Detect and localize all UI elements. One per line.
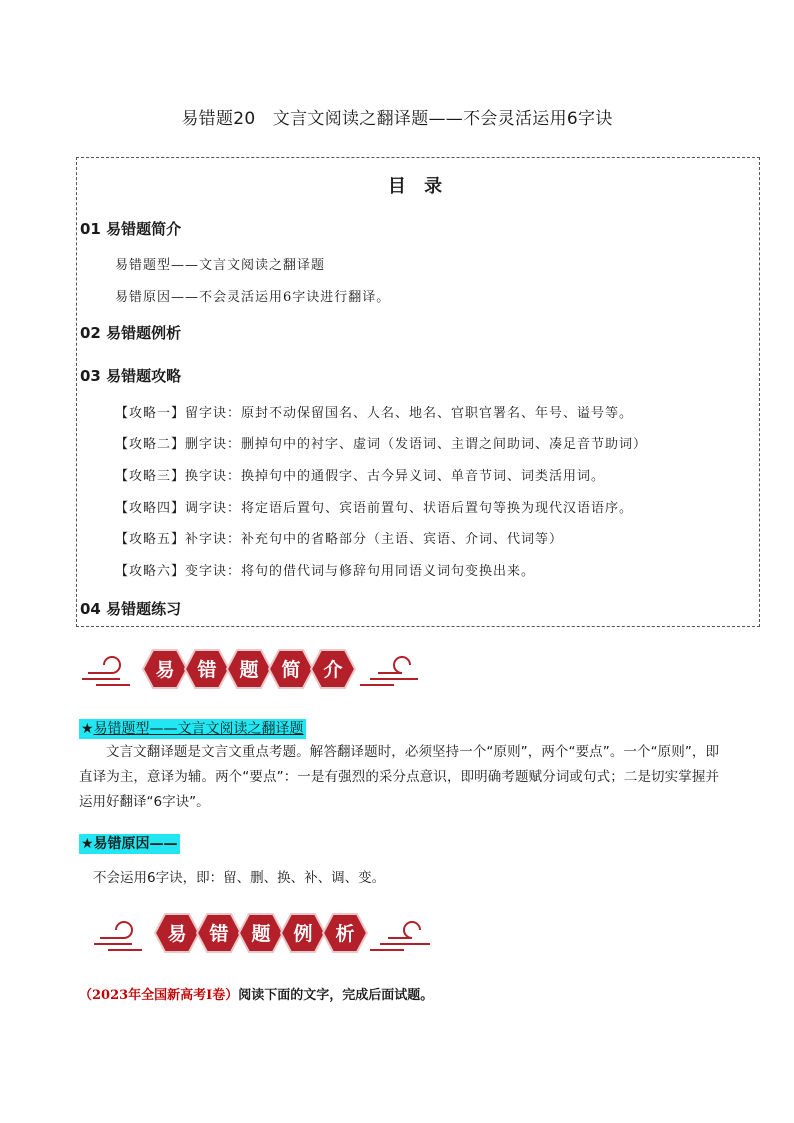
toc-section-02: 02 易错题例析 — [80, 324, 182, 342]
toc-strategy-5: 【攻略五】补字诀：补充句中的省略部分（主语、宾语、介词、代词等） — [115, 532, 564, 547]
hexagon-badges — [143, 650, 355, 688]
banner-char-1: 易 — [167, 923, 187, 945]
toc-strategy-2: 【攻略二】删字诀：删掉句中的衬字、虚词（发语词、主谓之间助词、凑足音节助词） — [115, 437, 648, 452]
toc-strategy-3: 【攻略三】换字诀：换掉句中的通假字、古今异义词、单音节词、词类活用词。 — [115, 469, 606, 484]
banner-char-5: 介 — [323, 659, 343, 681]
banner-char-1: 易 — [155, 659, 175, 681]
example-source-line — [79, 984, 433, 1003]
type-heading — [79, 719, 306, 739]
star-icon: ★ — [81, 721, 94, 737]
banner-char-3: 题 — [251, 923, 271, 945]
type-paragraph: 文言文翻译题是文言文重点考题。解答翻译题时，必须坚持一个“原则”，两个“要点”。一个“原则”，即直译为主，意译为辅。两个“要点”：一是有强烈的采分点意识，即明确考题赋分词或句式；二是切实掌握并运用好翻译“6字诀”。 — [79, 744, 719, 810]
toc-strategy-4: 【攻略四】调字诀：将定语后置句、宾语前置句、状语后置句等换为现代汉语语序。 — [115, 501, 634, 516]
banner-char-2: 错 — [197, 659, 217, 681]
table-of-contents — [76, 157, 760, 627]
banner-char-2: 错 — [209, 923, 229, 945]
document-title: 易错题20 文言文阅读之翻译题——不会灵活运用6字诀 — [181, 109, 613, 129]
banner-char-3: 题 — [239, 659, 259, 681]
cloud-ornament-right — [360, 657, 418, 685]
banner-char-4: 简 — [281, 659, 301, 681]
section-banner-intro — [80, 645, 430, 693]
toc-intro-type: 易错题型——文言文阅读之翻译题 — [115, 258, 326, 273]
cloud-ornament-left — [94, 922, 142, 950]
banner-char-5: 析 — [335, 923, 355, 945]
example-instruction: 阅读下面的文字，完成后面试题。 — [238, 988, 434, 1003]
type-heading-text: 易错题型——文言文阅读之翻译题 — [93, 721, 304, 737]
reason-text: 不会运用6字诀，即：留、删、换、补、调、变。 — [93, 870, 386, 886]
toc-section-03: 03 易错题攻略 — [80, 367, 182, 385]
toc-section-04: 04 易错题练习 — [80, 600, 182, 618]
cloud-ornament-left — [82, 657, 130, 685]
toc-strategy-1: 【攻略一】留字诀：原封不动保留国名、人名、地名、官职官署名、年号、谥号等。 — [115, 406, 634, 421]
toc-intro-reason: 易错原因——不会灵活运用6字诀进行翻译。 — [115, 290, 391, 305]
toc-title: 目 录 — [387, 176, 449, 197]
hexagon-badges — [155, 914, 367, 952]
banner-char-4: 例 — [293, 923, 313, 945]
section-banner-examples — [92, 908, 437, 958]
toc-strategy-6: 【攻略六】变字诀：将句的借代词与修辞句用同语义词句变换出来。 — [115, 564, 536, 579]
reason-heading: ★易错原因—— — [81, 836, 178, 852]
cloud-ornament-right — [370, 922, 430, 950]
toc-section-01: 01 易错题简介 — [80, 220, 182, 238]
exam-source: （2023年全国新高考Ⅰ卷） — [79, 988, 239, 1003]
